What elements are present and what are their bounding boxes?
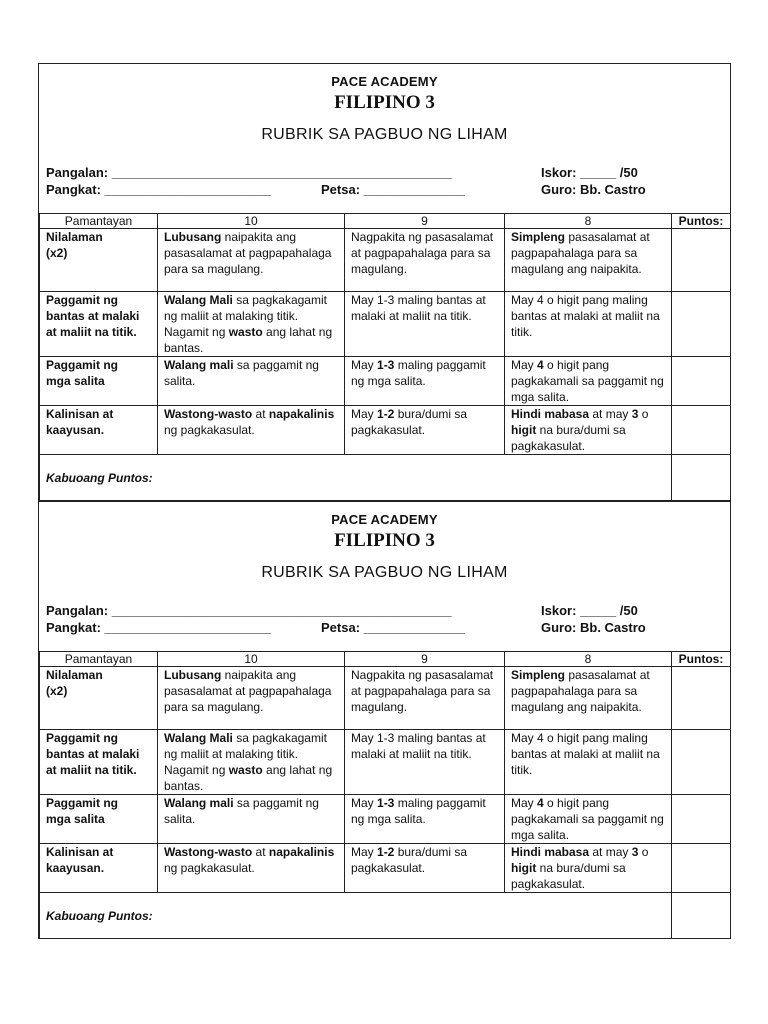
- rubric-title: RUBRIK SA PAGBUO NG LIHAM: [261, 126, 508, 143]
- descriptor-emphasis: Walang mali: [164, 796, 234, 810]
- descriptor-cell-9: [345, 667, 505, 730]
- descriptor-text: at: [252, 845, 269, 859]
- criterion-line: kaayusan.: [46, 423, 105, 437]
- descriptor-cell-9: [345, 357, 505, 406]
- criterion-line: kaayusan.: [46, 861, 105, 875]
- descriptor-text: ng pagkakasulat.: [164, 423, 255, 437]
- subject-title: FILIPINO 3: [334, 530, 435, 551]
- descriptor-cell-9: [345, 229, 505, 292]
- criterion-line: Kalinisan at: [46, 845, 114, 859]
- descriptor-text: maling paggamit ng mga salita.: [351, 358, 486, 388]
- descriptor-text: na bura/dumi sa pagkakasulat.: [511, 423, 626, 453]
- descriptor-text: May 1-3 maling bantas at malaki at maliit na titik.: [351, 293, 486, 323]
- descriptor-cell-8: [505, 357, 672, 406]
- descriptor-text: ng pagkakasulat.: [164, 861, 255, 875]
- descriptor-emphasis: 1-3: [377, 358, 395, 372]
- header-score-10: 10: [158, 214, 345, 229]
- descriptor-text: sa paggamit ng salita.: [164, 796, 319, 826]
- criterion-line: at maliit na titik.: [46, 325, 137, 339]
- descriptor-text: at may: [589, 845, 632, 859]
- descriptor-text: May: [351, 845, 378, 859]
- header-score-8: 8: [505, 652, 672, 667]
- descriptor-text: sa paggamit ng salita.: [164, 358, 319, 388]
- header-score-9: 9: [345, 214, 505, 229]
- criterion-cell: [40, 844, 158, 893]
- descriptor-text: bura/dumi sa pagkakasulat.: [351, 407, 468, 437]
- descriptor-text: May: [511, 358, 538, 372]
- criterion-cell: [40, 406, 158, 455]
- descriptor-cell-8: [505, 730, 672, 795]
- pangkat-field[interactable]: Pangkat: _______________________: [46, 620, 271, 635]
- descriptor-emphasis: Hindi mabasa: [511, 407, 590, 421]
- criterion-cell: [40, 292, 158, 357]
- descriptor-emphasis: Wastong-wasto: [164, 407, 253, 421]
- rubric-title: RUBRIK SA PAGBUO NG LIHAM: [261, 564, 508, 581]
- descriptor-emphasis: higit: [511, 423, 537, 437]
- rubric-row: [40, 667, 731, 730]
- criterion-line: bantas at malaki: [46, 309, 140, 323]
- descriptor-cell-8: [505, 667, 672, 730]
- rubric-header-row: [40, 652, 731, 667]
- header-score-10: 10: [158, 652, 345, 667]
- criterion-line: Paggamit ng: [46, 796, 119, 810]
- descriptor-emphasis: napakalinis: [268, 845, 335, 859]
- criterion-cell: [40, 357, 158, 406]
- descriptor-text: May 1-3 maling bantas at malaki at maliit na titik.: [351, 731, 486, 761]
- rubric-row: [40, 357, 731, 406]
- criterion-line: mga salita: [46, 812, 105, 826]
- descriptor-text: o: [638, 407, 649, 421]
- descriptor-text: at: [252, 407, 269, 421]
- descriptor-cell-8: [505, 795, 672, 844]
- iskor-field[interactable]: Iskor: _____ /50: [541, 603, 638, 618]
- criterion-cell: [40, 229, 158, 292]
- petsa-field[interactable]: Petsa: ______________: [321, 182, 465, 197]
- descriptor-emphasis: higit: [511, 861, 537, 875]
- criterion-line: bantas at malaki: [46, 747, 140, 761]
- descriptor-emphasis: 1-2: [377, 407, 395, 421]
- descriptor-text: pasasalamat at pagpapahalaga para sa magulang ang naipakita.: [511, 668, 650, 714]
- descriptor-text: naipakita ang pasasalamat at pagpapahalaga para sa magulang.: [164, 668, 332, 714]
- descriptor-cell-10: [158, 730, 345, 795]
- criterion-line: Paggamit ng: [46, 731, 119, 745]
- descriptor-emphasis: Hindi mabasa: [511, 845, 590, 859]
- puntos-cell[interactable]: [672, 357, 731, 406]
- rubric-table: [39, 651, 731, 939]
- rubric-copy: [39, 501, 730, 938]
- descriptor-cell-8: [505, 844, 672, 893]
- descriptor-text: maling paggamit ng mga salita.: [351, 796, 486, 826]
- descriptor-emphasis: Simpleng: [511, 668, 566, 682]
- descriptor-emphasis: Wastong-wasto: [164, 845, 253, 859]
- descriptor-text: ang lahat ng bantas.: [164, 325, 333, 355]
- school-name: PACE ACADEMY: [331, 512, 438, 527]
- iskor-field[interactable]: Iskor: _____ /50: [541, 165, 638, 180]
- descriptor-cell-8: [505, 292, 672, 357]
- rubric-header-row: [40, 214, 731, 229]
- rubric-table: [39, 213, 731, 501]
- descriptor-emphasis: Walang mali: [164, 358, 234, 372]
- descriptor-cell-9: [345, 292, 505, 357]
- descriptor-emphasis: Walang Mali: [164, 731, 233, 745]
- descriptor-cell-10: [158, 357, 345, 406]
- descriptor-text: at may: [589, 407, 632, 421]
- descriptor-cell-10: [158, 406, 345, 455]
- descriptor-text: Nagpakita ng pasasalamat at pagpapahalaga para sa magulang.: [351, 668, 494, 714]
- total-score-cell[interactable]: [672, 893, 731, 939]
- criterion-line: Paggamit ng: [46, 358, 119, 372]
- header-puntos: Puntos:: [672, 652, 731, 667]
- header-score-8: 8: [505, 214, 672, 229]
- descriptor-cell-10: [158, 795, 345, 844]
- descriptor-text: May: [351, 796, 378, 810]
- descriptor-text: May: [351, 358, 378, 372]
- descriptor-emphasis: Simpleng: [511, 230, 566, 244]
- header-puntos: Puntos:: [672, 214, 731, 229]
- pangkat-field[interactable]: Pangkat: _______________________: [46, 182, 271, 197]
- rubric-row: [40, 292, 731, 357]
- rubric-row: [40, 844, 731, 893]
- header-pamantayan: Pamantayan: [40, 652, 158, 667]
- descriptor-cell-10: [158, 667, 345, 730]
- criterion-cell: [40, 667, 158, 730]
- criterion-line: Paggamit ng: [46, 293, 119, 307]
- rubric-row: [40, 406, 731, 455]
- descriptor-text: o higit pang pagkakamali sa paggamit ng mga salita.: [511, 358, 664, 404]
- total-score-cell[interactable]: [672, 455, 731, 501]
- descriptor-text: o: [638, 845, 649, 859]
- puntos-cell[interactable]: [672, 229, 731, 292]
- descriptor-cell-9: [345, 844, 505, 893]
- rubric-row: [40, 795, 731, 844]
- descriptor-emphasis: 4: [537, 796, 544, 810]
- criterion-cell: [40, 730, 158, 795]
- criterion-line: Nilalaman: [46, 668, 103, 682]
- descriptor-text: bura/dumi sa pagkakasulat.: [351, 845, 468, 875]
- descriptor-emphasis: Walang Mali: [164, 293, 233, 307]
- descriptor-text: sa pagkakagamit ng maliit at malaking titik. Nagamit ng: [164, 293, 327, 339]
- descriptor-cell-9: [345, 730, 505, 795]
- descriptor-text: ang lahat ng bantas.: [164, 763, 333, 793]
- total-label-cell: [40, 455, 672, 501]
- puntos-cell[interactable]: [672, 667, 731, 730]
- criterion-cell: [40, 795, 158, 844]
- descriptor-text: May 4 o higit pang maling bantas at malaki at maliit na titik.: [511, 731, 660, 777]
- rubric-sheet: [38, 63, 731, 939]
- descriptor-cell-10: [158, 292, 345, 357]
- header-pamantayan: Pamantayan: [40, 214, 158, 229]
- rubric-row: [40, 730, 731, 795]
- descriptor-cell-10: [158, 229, 345, 292]
- total-label-cell: [40, 893, 672, 939]
- guro-label: Guro: Bb. Castro: [541, 620, 646, 635]
- descriptor-emphasis: 1-2: [377, 845, 395, 859]
- descriptor-text: sa pagkakagamit ng maliit at malaking titik. Nagamit ng: [164, 731, 327, 777]
- descriptor-text: May 4 o higit pang maling bantas at malaki at maliit na titik.: [511, 293, 660, 339]
- puntos-cell[interactable]: [672, 406, 731, 455]
- total-label: Kabuoang Puntos:: [46, 908, 153, 923]
- criterion-line: (x2): [46, 246, 68, 260]
- puntos-cell[interactable]: [672, 795, 731, 844]
- descriptor-emphasis: 4: [537, 358, 544, 372]
- descriptor-emphasis: wasto: [228, 763, 263, 777]
- rubric-row: [40, 229, 731, 292]
- descriptor-text: pasasalamat at pagpapahalaga para sa magulang ang naipakita.: [511, 230, 650, 276]
- descriptor-text: na bura/dumi sa pagkakasulat.: [511, 861, 626, 891]
- criterion-line: (x2): [46, 684, 68, 698]
- descriptor-text: May: [511, 796, 538, 810]
- descriptor-cell-8: [505, 229, 672, 292]
- pangalan-field[interactable]: Pangalan: _______________________________________________: [46, 603, 452, 618]
- pangalan-field[interactable]: Pangalan: _______________________________________________: [46, 165, 452, 180]
- criterion-line: mga salita: [46, 374, 105, 388]
- criterion-line: at maliit na titik.: [46, 763, 137, 777]
- header-score-9: 9: [345, 652, 505, 667]
- descriptor-cell-10: [158, 844, 345, 893]
- descriptor-emphasis: 3: [631, 407, 639, 421]
- school-name: PACE ACADEMY: [331, 74, 438, 89]
- petsa-field[interactable]: Petsa: ______________: [321, 620, 465, 635]
- puntos-cell[interactable]: [672, 292, 731, 357]
- total-row: [40, 455, 731, 501]
- descriptor-cell-9: [345, 406, 505, 455]
- puntos-cell[interactable]: [672, 730, 731, 795]
- subject-title: FILIPINO 3: [334, 92, 435, 113]
- descriptor-emphasis: Lubusang: [164, 230, 222, 244]
- descriptor-emphasis: wasto: [228, 325, 263, 339]
- puntos-cell[interactable]: [672, 844, 731, 893]
- descriptor-emphasis: 1-3: [377, 796, 395, 810]
- descriptor-cell-8: [505, 406, 672, 455]
- criterion-line: Nilalaman: [46, 230, 103, 244]
- descriptor-text: naipakita ang pasasalamat at pagpapahalaga para sa magulang.: [164, 230, 332, 276]
- descriptor-emphasis: napakalinis: [268, 407, 335, 421]
- descriptor-text: Nagpakita ng pasasalamat at pagpapahalaga para sa magulang.: [351, 230, 494, 276]
- guro-label: Guro: Bb. Castro: [541, 182, 646, 197]
- descriptor-emphasis: 3: [631, 845, 639, 859]
- descriptor-text: o higit pang pagkakamali sa paggamit ng mga salita.: [511, 796, 664, 842]
- descriptor-cell-9: [345, 795, 505, 844]
- rubric-copy: [39, 64, 730, 501]
- total-row: [40, 893, 731, 939]
- criterion-line: Kalinisan at: [46, 407, 114, 421]
- descriptor-emphasis: Lubusang: [164, 668, 222, 682]
- total-label: Kabuoang Puntos:: [46, 470, 153, 485]
- descriptor-text: May: [351, 407, 378, 421]
